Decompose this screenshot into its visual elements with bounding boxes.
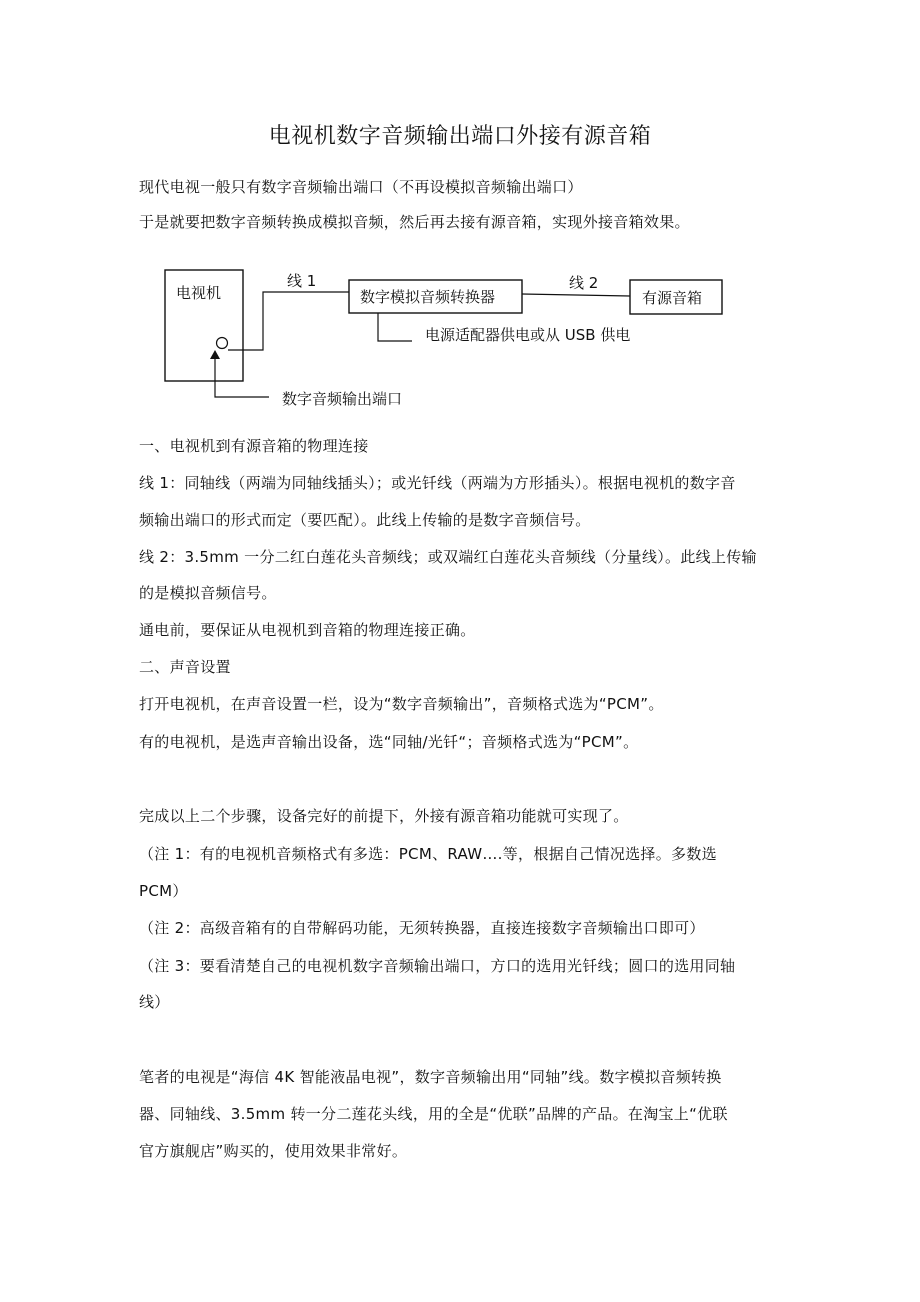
section-1-line1-a: 线 1：同轴线（两端为同轴线插头）；或光钎线（两端为方形插头）。根据电视机的数字音 <box>139 474 736 492</box>
note-2: （注 2：高级音箱有的自带解码功能，无须转换器，直接连接数字音频输出口即可） <box>139 919 705 937</box>
note-3-b: 线） <box>139 993 170 1011</box>
author-p2: 器、同轴线、3.5mm 转一分二莲花头线，用的全是“优联”品牌的产品。在淘宝上“优联 <box>139 1105 728 1123</box>
author-p1: 笔者的电视是“海信 4K 智能液晶电视”，数字音频输出用“同轴”线。数字模拟音频转换 <box>139 1068 722 1086</box>
port-pointer-line <box>215 354 269 397</box>
section-1-note: 通电前，要保证从电视机到音箱的物理连接正确。 <box>139 621 476 639</box>
tv-label: 电视机 <box>176 284 222 302</box>
line-2-path <box>522 294 630 296</box>
page-title: 电视机数字音频输出端口外接有源音箱 <box>268 124 652 149</box>
note-1-b: PCM） <box>139 882 188 900</box>
section-1-heading: 一、电视机到有源音箱的物理连接 <box>139 437 369 455</box>
conclusion-p1: 完成以上二个步骤，设备完好的前提下，外接有源音箱功能就可实现了。 <box>139 807 629 825</box>
note-1-a: （注 1：有的电视机音频格式有多选：PCM、RAW….等，根据自己情况选择。多数选 <box>139 845 717 863</box>
converter-label: 数字模拟音频转换器 <box>360 288 496 306</box>
section-1-line1-b: 频输出端口的形式而定（要匹配）。此线上传输的是数字音频信号。 <box>139 511 591 529</box>
power-line <box>378 313 412 341</box>
intro-line-1: 现代电视一般只有数字音频输出端口（不再设模拟音频输出端口） <box>139 178 583 196</box>
intro-line-2: 于是就要把数字音频转换成模拟音频，然后再去接有源音箱，实现外接音箱效果。 <box>139 213 690 231</box>
port-label: 数字音频输出端口 <box>282 390 403 408</box>
tv-box <box>165 270 243 381</box>
section-2-p1: 打开电视机，在声音设置一栏，设为“数字音频输出”，音频格式选为“PCM”。 <box>139 695 664 713</box>
port-arrow-head <box>210 350 220 359</box>
section-1-line2-b: 的是模拟音频信号。 <box>139 584 277 602</box>
speaker-label: 有源音箱 <box>642 289 703 307</box>
note-3-a: （注 3：要看清楚自己的电视机数字音频输出端口，方口的选用光钎线；圆口的选用同轴 <box>139 957 736 975</box>
section-2-p2: 有的电视机，是选声音输出设备，选“同轴/光钎“；音频格式选为“PCM”。 <box>139 733 639 751</box>
section-1-line2-a: 线 2：3.5mm 一分二红白莲花头音频线；或双端红白莲花头音频线（分量线）。此线上传输 <box>139 548 757 566</box>
line-1-path <box>228 292 349 350</box>
line-2-label: 线 2 <box>569 274 599 292</box>
speaker-box <box>630 280 722 314</box>
power-label: 电源适配器供电或从 USB 供电 <box>425 326 631 344</box>
audio-port-circle <box>217 338 228 349</box>
author-p3: 官方旗舰店”购买的，使用效果非常好。 <box>139 1142 408 1160</box>
converter-box <box>349 280 522 313</box>
line-1-label: 线 1 <box>287 272 317 290</box>
section-2-heading: 二、声音设置 <box>139 658 231 676</box>
